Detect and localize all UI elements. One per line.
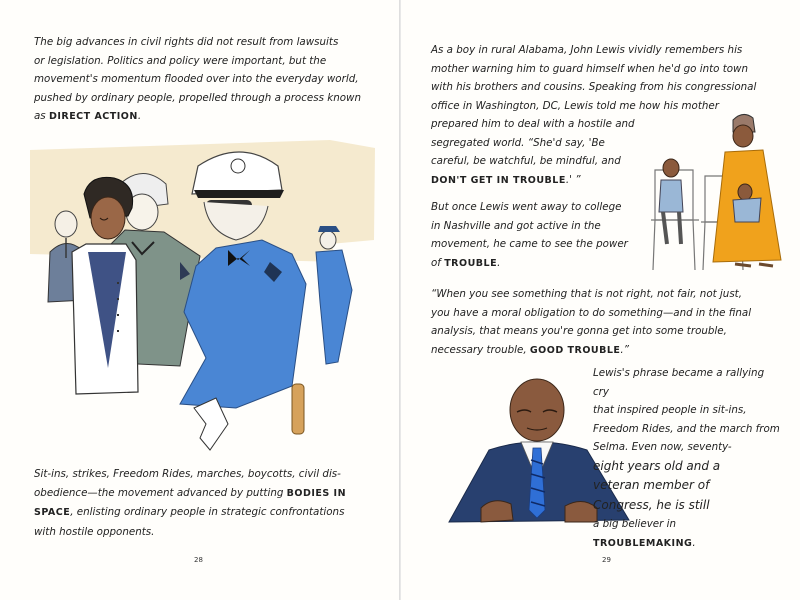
right-paragraph-1: As a boy in rural Alabama, John Lewis vividly remembers his mother warning him to guard himself when he'd go into town with his brothers and cousins. Speaking from his congressional office in Washington, DC, Lewis told me how his mother prepared him to deal with a hostile and segregated world. “She'd say, 'Be careful, be watchful, be mindful, and DON'T GET IN TROUBLE.' ” [431,44,757,186]
left-paragraph-1: The big advances in civil rights did not result from lawsuits or legislation. Politics and policy were important, but the movement's momentum flooded over into the everyday world, pushed by ordinary people, propelled through a process known as DIRECT ACTION. [34,36,361,122]
right-paragraph-2: But once Lewis went away to college in Nashville and got active in the movement, he came to see the power of TROUBLE. [431,201,628,269]
left-page [0,0,399,600]
emphasis-dont-get-in-trouble: DON'T GET IN TROUBLE [431,174,566,186]
left-paragraph-2: Sit-ins, strikes, Freedom Rides, marches, boycotts, civil dis- obedience—the movement advanced by putting BODIES IN SPACE, enlisting ordinary people in strategic confrontations with hostile opponents. [34,468,347,538]
lewis-quote: “When you see something that is not right, not fair, not just, you have a moral obligation to do something—and in the final analysis, that means you're gonna get into some trouble, necessary trouble, GOOD TROUBLE.” [431,288,752,356]
emphasis-good-trouble: GOOD TROUBLE [529,344,621,356]
emphasis-bodies-in-space: BODIES IN SPACE [34,487,347,518]
emphasis-troublemaking: TROUBLEMAKING [593,537,693,549]
mother-and-children-illustration [641,110,789,275]
emphasis-trouble: TROUBLE [444,257,498,269]
right-page [401,0,800,600]
emphasis-direct-action: DIRECT ACTION [48,111,138,122]
civil-rights-arrest-illustration [30,132,380,457]
page-number-right: 29 [602,556,611,564]
right-paragraph-3: Lewis's phrase became a rallying cry that inspired people in sit-ins, Freedom Rides, and the march from Selma. Even now, seventy- eight years old and a veteran member of Congress, he is still a big believer in TROUBLEMAKING. [593,367,780,549]
page-number-left: 28 [194,556,203,564]
